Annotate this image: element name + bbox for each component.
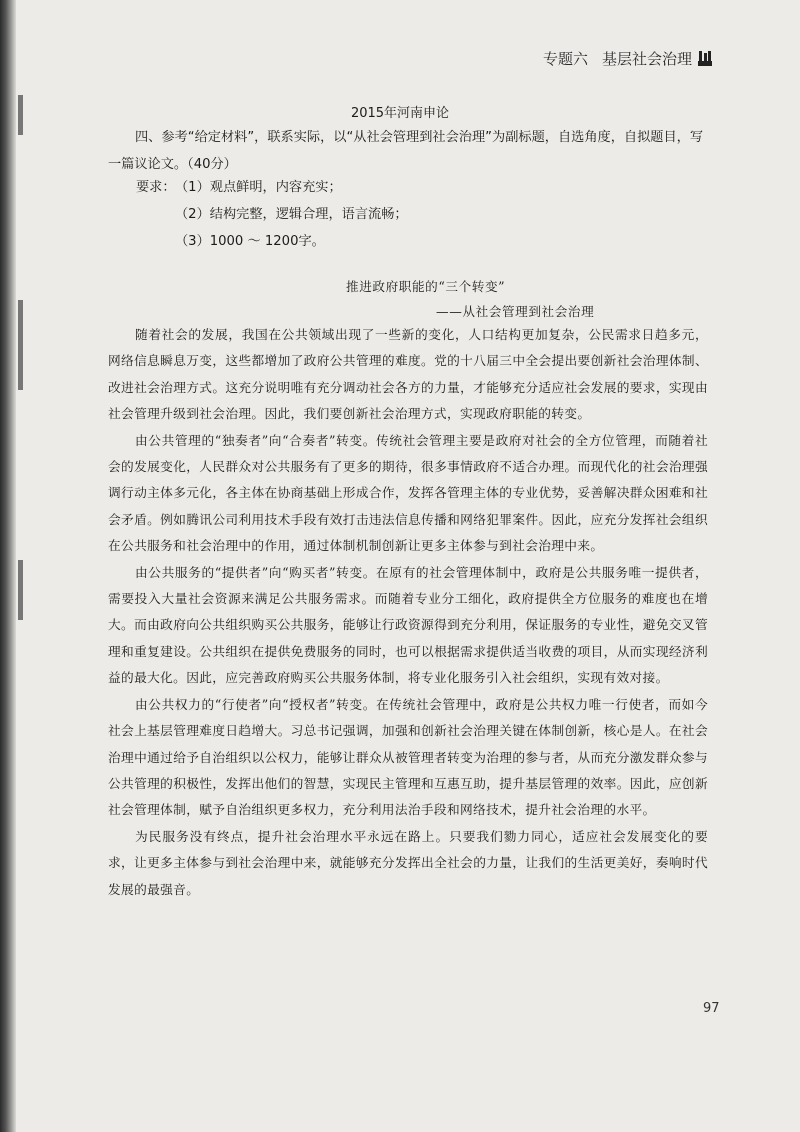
question-prompt: 四、参考“给定材料”，联系实际，以“从社会管理到社会治理”为副标题，自选角度，自拟题目，写一篇议论文。（40分） <box>108 130 704 172</box>
requirement-item: （1）观点鲜明，内容充实； <box>175 180 342 195</box>
essay-subtitle: ——从社会管理到社会治理 <box>436 304 595 319</box>
page-number: 97 <box>703 1001 720 1016</box>
requirement-item: （3）1000 ～ 1200字。 <box>175 234 325 249</box>
essay-paragraph: 由公共管理的“独奏者”向“合奏者”转变。传统社会管理主要是政府对社会的全方位管理，而随着社会的发展变化，人民群众对公共服务有了更多的期待，很多事情政府不适合办理。而现代化的社会治理强调行动主体多元化，各主体在协商基础上形成合作，发挥各管理主体的专业优势，妥善解决群众困难和社会矛盾。例如腾讯公司利用技术手段有效打击违法信息传播和网络犯罪案件。因此，应充分发挥社会组织在公共服务和社会治理中的作用，通过体制机制创新让更多主体参与到社会治理中来。 <box>108 432 708 554</box>
header-section: 专题六 <box>542 50 588 68</box>
essay-title: 推进政府职能的“三个转变” <box>346 279 506 294</box>
requirements-label: 要求： <box>136 180 176 195</box>
essay-paragraph: 由公共服务的“提供者”向“购买者”转变。在原有的社会管理体制中，政府是公共服务唯一提供者，需要投入大量社会资源来满足公共服务需求。而随着专业分工细化，政府提供全方位服务的难度也在增大。而由政府向公共组织购买公共服务，能够让行政资源得到充分利用，保证服务的专业性，避免交叉管理和重复建设。公共组织在提供免费服务的同时，也可以根据需求提供适当收费的项目，从而实现经济利益的最大化。因此，应完善政府购买公共服务体制，将专业化服务引入社会组织，实现有效对接。 <box>108 564 708 686</box>
essay-body <box>108 322 708 903</box>
essay-paragraph: 随着社会的发展，我国在公共领域出现了一些新的变化，人口结构更加复杂，公民需求日趋多元，网络信息瞬息万变，这些都增加了政府公共管理的难度。党的十八届三中全会提出要创新社会治理体制、改进社会治理方式。这充分说明唯有充分调动社会各方的力量，才能够充分适应社会发展的要求，实现由社会管理升级到社会治理。因此，我们要创新社会治理方式，实现政府职能的转变。 <box>108 327 708 422</box>
question-source-title: 2015年河南申论 <box>350 106 450 121</box>
scan-speck <box>18 300 23 390</box>
essay-paragraph: 由公共权力的“行使者”向“授权者”转变。在传统社会管理中，政府是公共权力唯一行使者，而如今社会上基层管理难度日趋增大。习总书记强调，加强和创新社会治理关键在体制创新，核心是人。在社会治理中通过给予自治组织以公权力，能够让群众从被管理者转变为治理的参与者，从而充分激发群众参与公共管理的积极性，发挥出他们的智慧，实现民主管理和互惠互助，提升基层管理的效率。因此，应创新社会管理体制，赋予自治组织更多权力，充分利用法治手段和网络技术，提升社会治理的水平。 <box>108 696 708 818</box>
running-header <box>543 48 712 69</box>
scan-shadow-edge <box>0 0 16 1132</box>
essay-paragraph: 为民服务没有终点，提升社会治理水平永远在路上。只要我们勠力同心，适应社会发展变化的要求，让更多主体参与到社会治理中来，就能够充分发挥出全社会的力量，让我们的生活更美好，奏响时代发展的最强音。 <box>108 828 708 897</box>
header-topic: 基层社会治理 <box>601 50 692 68</box>
book-icon <box>698 51 712 66</box>
scan-speck <box>18 560 23 620</box>
requirement-item: （2）结构完整，逻辑合理，语言流畅； <box>175 207 408 222</box>
